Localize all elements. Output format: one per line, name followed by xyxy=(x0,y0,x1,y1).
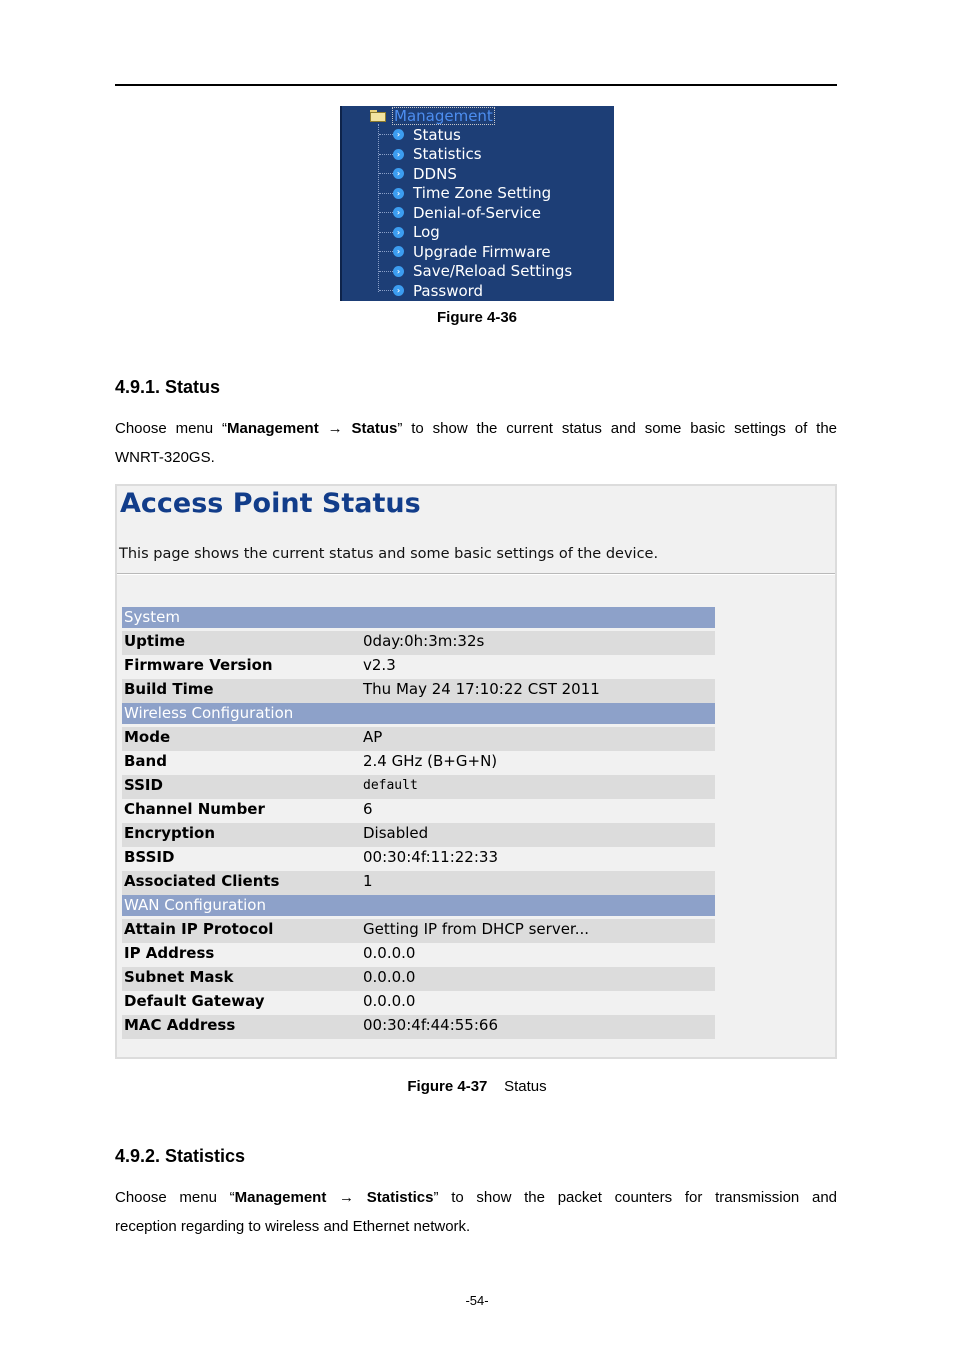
row-value: 6 xyxy=(363,800,373,818)
tree-connector xyxy=(379,193,393,194)
row-value: 1 xyxy=(360,871,715,895)
status-paragraph-line1: Choose menu “Management → Status” to show the current status and some basic settings of the xyxy=(115,420,838,437)
row-label: Channel Number xyxy=(124,800,265,818)
row-value: 0day:0h:3m:32s xyxy=(360,631,715,655)
arrow-bullet-icon: › xyxy=(393,227,404,238)
table-row xyxy=(122,631,715,655)
arrow-bullet-icon: › xyxy=(393,207,404,218)
row-label: Default Gateway xyxy=(124,992,265,1010)
menu-item-label: Upgrade Firmware xyxy=(413,242,551,261)
row-label: Firmware Version xyxy=(124,656,273,674)
figure-37-caption xyxy=(0,1078,954,1095)
row-label: Subnet Mask xyxy=(122,967,360,991)
menu-item[interactable] xyxy=(379,281,483,300)
section-header-label: System xyxy=(122,607,715,628)
row-label: BSSID xyxy=(124,848,175,866)
menu-item[interactable] xyxy=(379,242,551,261)
menu-root-label: Management xyxy=(394,107,493,125)
menu-item[interactable] xyxy=(379,203,541,222)
row-value: default xyxy=(360,775,715,799)
divider xyxy=(117,573,835,575)
table-row xyxy=(122,1015,715,1039)
section-header-label: WAN Configuration xyxy=(122,895,715,916)
tree-connector xyxy=(379,251,393,252)
tree-connector xyxy=(379,290,393,291)
table-row xyxy=(122,871,715,895)
folder-icon xyxy=(370,110,386,122)
row-label: Encryption xyxy=(122,823,360,847)
row-value: Getting IP from DHCP server... xyxy=(360,919,715,943)
menu-item-label: Status xyxy=(413,125,461,144)
page-number: -54- xyxy=(465,1293,489,1308)
menu-item[interactable] xyxy=(379,262,572,281)
section-heading-statistics: 4.9.2. Statistics xyxy=(115,1146,246,1166)
arrow-bullet-icon: › xyxy=(393,129,404,140)
arrow-bullet-icon: › xyxy=(393,266,404,277)
tree-connector xyxy=(379,212,393,213)
tree-connector xyxy=(379,173,393,174)
arrow-bullet-icon: › xyxy=(393,285,404,296)
tree-connector xyxy=(379,232,393,233)
menu-item-label: Save/Reload Settings xyxy=(413,262,573,280)
section-header xyxy=(122,703,715,727)
status-table xyxy=(122,607,715,1039)
row-label: MAC Address xyxy=(122,1015,360,1039)
menu-item-label: Password xyxy=(413,281,484,300)
row-value: 0.0.0.0 xyxy=(363,944,416,962)
figure-36-caption-label: Figure 4-36 xyxy=(436,309,518,326)
menu-item[interactable] xyxy=(379,145,482,164)
access-point-status-panel xyxy=(115,484,837,1059)
table-row xyxy=(122,847,715,871)
status-paragraph xyxy=(115,414,837,472)
table-row xyxy=(122,991,715,1015)
tree-connector xyxy=(379,271,393,272)
row-label: SSID xyxy=(122,775,360,799)
row-value: Disabled xyxy=(360,823,715,847)
page-title: Access Point Status xyxy=(120,488,421,519)
figure-37-caption-text: Status xyxy=(504,1078,547,1095)
menu-item[interactable] xyxy=(379,223,440,242)
status-paragraph-line2: WNRT-320GS. xyxy=(115,449,215,466)
row-label: Attain IP Protocol xyxy=(122,919,360,943)
section-header xyxy=(122,607,715,631)
table-row xyxy=(122,799,715,823)
section-header xyxy=(122,895,715,919)
table-row xyxy=(122,967,715,991)
row-label: Associated Clients xyxy=(122,871,360,895)
row-value: 00:30:4f:11:22:33 xyxy=(363,848,498,866)
header-rule xyxy=(115,84,837,86)
menu-item[interactable] xyxy=(379,164,457,183)
table-row xyxy=(122,655,715,679)
table-row xyxy=(122,919,715,943)
row-label: IP Address xyxy=(124,944,215,962)
menu-item-label: Denial-of-Service xyxy=(413,203,541,222)
menu-item-label: DDNS xyxy=(413,164,457,183)
table-row xyxy=(122,679,715,703)
row-value: 0.0.0.0 xyxy=(363,992,416,1010)
figure-36-caption xyxy=(0,309,954,326)
statistics-paragraph-line1: Choose menu “Management → Statistics” to show the packet counters for transmission and xyxy=(115,1189,838,1206)
row-value: 0.0.0.0 xyxy=(360,967,715,991)
figure-37-caption-label: Figure 4-37 xyxy=(407,1078,488,1095)
menu-item-label: Time Zone Setting xyxy=(413,184,552,202)
table-row xyxy=(122,751,715,775)
tree-connector xyxy=(379,154,393,155)
row-label: Mode xyxy=(122,727,360,751)
table-row xyxy=(122,727,715,751)
statistics-paragraph-line2: reception regarding to wireless and Ethernet network. xyxy=(115,1218,471,1235)
table-row xyxy=(122,775,715,799)
statistics-paragraph xyxy=(115,1183,837,1241)
row-value: 2.4 GHz (B+G+N) xyxy=(363,752,498,770)
arrow-bullet-icon: › xyxy=(393,168,404,179)
row-value: v2.3 xyxy=(363,656,396,674)
arrow-bullet-icon: › xyxy=(393,188,404,199)
menu-root-management[interactable] xyxy=(370,107,495,125)
row-value: Thu May 24 17:10:22 CST 2011 xyxy=(360,679,715,703)
row-label: Band xyxy=(124,752,167,770)
table-row xyxy=(122,943,715,967)
arrow-bullet-icon: › xyxy=(393,149,404,160)
row-label: Uptime xyxy=(122,631,360,655)
row-value: 00:30:4f:44:55:66 xyxy=(360,1015,715,1039)
menu-item-label: Log xyxy=(413,223,440,241)
tree-connector xyxy=(379,134,393,135)
menu-item[interactable] xyxy=(379,184,551,203)
menu-item[interactable] xyxy=(379,125,461,144)
row-label: Build Time xyxy=(122,679,360,703)
table-row xyxy=(122,823,715,847)
arrow-bullet-icon: › xyxy=(393,246,404,257)
menu-item-label: Statistics xyxy=(413,145,482,163)
row-value: AP xyxy=(360,727,715,751)
section-header-label: Wireless Configuration xyxy=(122,703,715,724)
management-menu xyxy=(340,106,614,301)
page-description: This page shows the current status and some basic settings of the device. xyxy=(119,546,659,562)
section-heading-status: 4.9.1. Status xyxy=(115,377,221,397)
